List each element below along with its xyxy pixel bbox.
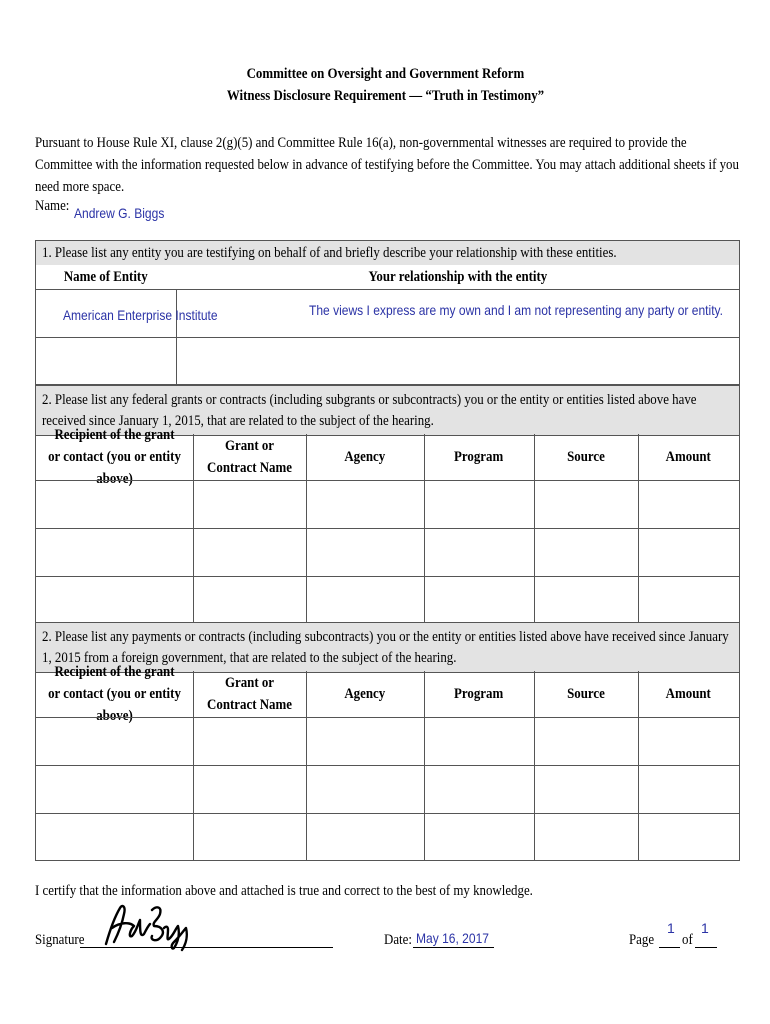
section1-heading: 1. Please list any entity you are testifying on behalf of and briefly describe your relationship with these entities.	[36, 241, 739, 265]
date-field[interactable]: May 16, 2017	[416, 930, 489, 946]
col-recipient: Recipient of the grant or contact (you or entity above)	[48, 427, 181, 487]
date-label: Date:	[384, 932, 412, 948]
col-source: Source	[567, 449, 605, 465]
certification-statement: I certify that the information above and attached is true and correct to the best of my knowledge.	[35, 883, 533, 899]
entity-row[interactable]	[36, 337, 739, 386]
col-source: Source	[567, 686, 605, 702]
name-field[interactable]: Andrew G. Biggs	[74, 205, 165, 221]
title-line-2: Witness Disclosure Requirement — “Truth in Testimony”	[226, 88, 544, 104]
page-number-line	[659, 947, 680, 948]
section3-heading: 2. Please list any payments or contracts (including subcontracts) you or the entity or entities listed above have received since January 1, 2015 from a foreign government, that are related to the subject of the hearing.	[36, 623, 739, 673]
relationship-cell[interactable]: The views I express are my own and I am not representing any party or entity.	[309, 302, 724, 318]
entity-row[interactable]	[36, 289, 739, 338]
of-label: of	[682, 932, 693, 948]
form-title	[0, 63, 770, 107]
signature-label: Signature	[35, 932, 85, 948]
col-relationship: Your relationship with the entity	[368, 269, 547, 285]
title-line-1: Committee on Oversight and Government Reform	[246, 66, 524, 82]
table-row[interactable]	[36, 576, 739, 623]
page-total-line	[695, 947, 717, 948]
section2-heading: 2. Please list any federal grants or contracts (including subgrants or subcontracts) you or the entity or entities listed above have received since January 1, 2015, that are related to the subject of the hearing.	[36, 386, 739, 436]
entity-section	[35, 240, 740, 385]
foreign-payments-section	[35, 622, 740, 861]
table-row[interactable]	[36, 528, 739, 576]
col-grant-name: Grant or Contract Name	[207, 438, 292, 476]
table-row[interactable]	[36, 813, 739, 861]
col-grant-name: Grant or Contract Name	[207, 675, 292, 713]
table-row[interactable]	[36, 765, 739, 813]
col-entity-name: Name of Entity	[64, 269, 148, 285]
table-header-row	[36, 427, 739, 487]
entity-name-cell[interactable]: American Enterprise Institute	[63, 307, 218, 323]
name-label: Name:	[35, 198, 70, 214]
col-agency: Agency	[344, 686, 386, 702]
col-agency: Agency	[344, 449, 386, 465]
col-amount: Amount	[665, 449, 712, 465]
date-line	[413, 947, 494, 948]
col-recipient: Recipient of the grant or contact (you or entity above)	[48, 664, 181, 724]
page-label: Page	[629, 932, 655, 948]
page-total-field[interactable]: 1	[701, 920, 709, 936]
col-program: Program	[454, 449, 504, 465]
col-amount: Amount	[665, 686, 712, 702]
signature-image	[100, 900, 200, 952]
entity-column-headers	[36, 269, 739, 287]
table-row[interactable]	[36, 480, 739, 528]
page-number-field[interactable]: 1	[667, 920, 675, 936]
table-row[interactable]	[36, 717, 739, 765]
col-program: Program	[454, 686, 504, 702]
federal-grants-section	[35, 385, 740, 623]
table-header-row	[36, 664, 739, 724]
intro-paragraph: Pursuant to House Rule XI, clause 2(g)(5) and Committee Rule 16(a), non-governmental witnesses are required to provide the Committee with the information requested below in advance of testifying before the Committee. You may attach additional sheets if you need more space.	[35, 135, 739, 195]
